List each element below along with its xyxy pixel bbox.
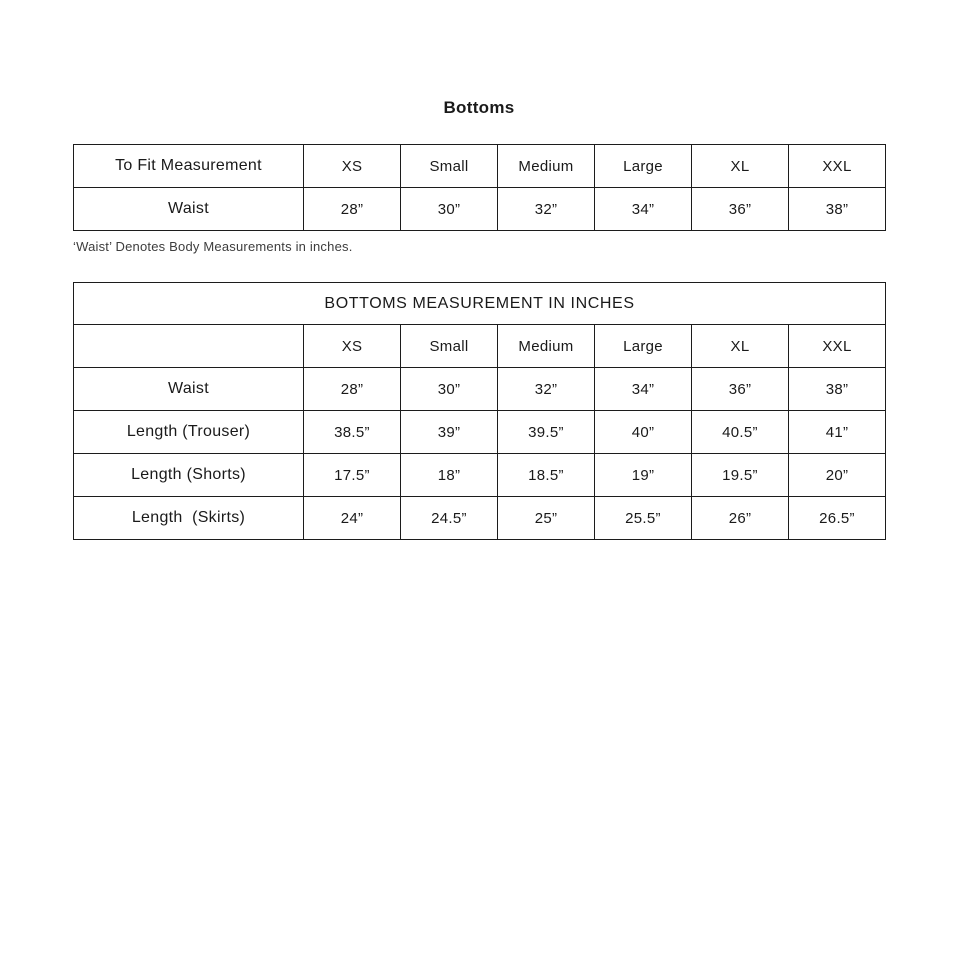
- fit-header-medium: Medium: [498, 145, 595, 188]
- fit-row-label: Waist: [74, 188, 304, 231]
- measurement-header-xxl: XXL: [789, 325, 886, 368]
- trouser-xs: 38.5”: [304, 411, 401, 454]
- fit-header-xs: XS: [304, 145, 401, 188]
- shorts-xxl: 20”: [789, 454, 886, 497]
- trouser-xl: 40.5”: [692, 411, 789, 454]
- waist-medium: 32”: [498, 368, 595, 411]
- page-title: Bottoms: [443, 98, 515, 117]
- measurement-row-length-trouser: [74, 411, 886, 454]
- shorts-small: 18”: [401, 454, 498, 497]
- waist-xs: 28”: [304, 368, 401, 411]
- shorts-medium: 18.5”: [498, 454, 595, 497]
- measurement-header-empty: [74, 325, 304, 368]
- measurement-row-label: Length (Skirts): [74, 497, 304, 540]
- measurement-header-medium: Medium: [498, 325, 595, 368]
- trouser-medium: 39.5”: [498, 411, 595, 454]
- fit-waist-medium: 32”: [498, 188, 595, 231]
- fit-header-to-fit-measurement: To Fit Measurement: [74, 145, 304, 188]
- skirts-medium: 25”: [498, 497, 595, 540]
- fit-table-header-row: [74, 145, 886, 188]
- measurement-header-xl: XL: [692, 325, 789, 368]
- trouser-xxl: 41”: [789, 411, 886, 454]
- fit-header-xxl: XXL: [789, 145, 886, 188]
- measurement-table-header-row: [74, 325, 886, 368]
- fit-header-large: Large: [595, 145, 692, 188]
- fit-table-row-waist: [74, 188, 886, 231]
- measurement-row-length-shorts: [74, 454, 886, 497]
- shorts-xs: 17.5”: [304, 454, 401, 497]
- measurement-row-label: Length (Trouser): [74, 411, 304, 454]
- measurement-row-label: Waist: [74, 368, 304, 411]
- skirts-xs: 24”: [304, 497, 401, 540]
- measurement-table-title-row: [74, 283, 886, 325]
- waist-large: 34”: [595, 368, 692, 411]
- measurement-row-label: Length (Shorts): [74, 454, 304, 497]
- skirts-small: 24.5”: [401, 497, 498, 540]
- measurement-table-title: BOTTOMS MEASUREMENT IN INCHES: [74, 283, 886, 325]
- fit-waist-xxl: 38”: [789, 188, 886, 231]
- waist-note: ‘Waist’ Denotes Body Measurements in inches.: [73, 239, 353, 254]
- bottoms-measurement-table: [73, 282, 886, 540]
- measurement-header-xs: XS: [304, 325, 401, 368]
- fit-waist-xs: 28”: [304, 188, 401, 231]
- measurement-header-large: Large: [595, 325, 692, 368]
- skirts-xxl: 26.5”: [789, 497, 886, 540]
- shorts-xl: 19.5”: [692, 454, 789, 497]
- measurement-row-length-skirts: [74, 497, 886, 540]
- skirts-large: 25.5”: [595, 497, 692, 540]
- trouser-large: 40”: [595, 411, 692, 454]
- shorts-large: 19”: [595, 454, 692, 497]
- fit-waist-large: 34”: [595, 188, 692, 231]
- waist-small: 30”: [401, 368, 498, 411]
- fit-waist-small: 30”: [401, 188, 498, 231]
- waist-xl: 36”: [692, 368, 789, 411]
- fit-header-xl: XL: [692, 145, 789, 188]
- trouser-small: 39”: [401, 411, 498, 454]
- fit-header-small: Small: [401, 145, 498, 188]
- skirts-xl: 26”: [692, 497, 789, 540]
- waist-xxl: 38”: [789, 368, 886, 411]
- measurement-header-small: Small: [401, 325, 498, 368]
- measurement-row-waist: [74, 368, 886, 411]
- fit-waist-xl: 36”: [692, 188, 789, 231]
- size-chart-page: [73, 97, 885, 540]
- fit-measurement-table: [73, 144, 886, 231]
